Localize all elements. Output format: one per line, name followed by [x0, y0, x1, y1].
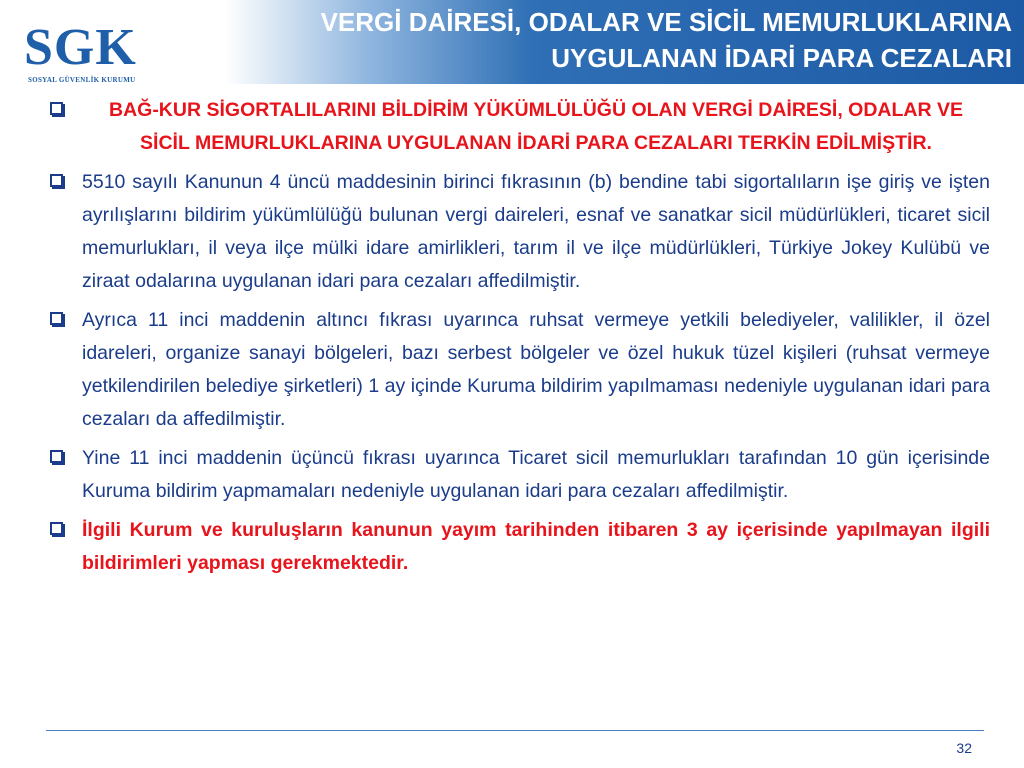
- checkbox-bullet-icon: [50, 522, 63, 535]
- list-item: [46, 166, 990, 298]
- list-item-text: Yine 11 inci maddenin üçüncü fıkrası uyarınca Ticaret sicil memurlukları tarafından 10 gün içerisinde Kuruma bildirim yapmamaları nedeniyle uygulanan idari para cezaları affedilmiştir.: [82, 447, 990, 502]
- sgk-logo: [8, 6, 178, 82]
- checkbox-bullet-icon: [50, 174, 63, 187]
- list-item: [46, 442, 990, 508]
- title-line-2: UYGULANAN İDARİ PARA CEZALARI: [551, 43, 1012, 73]
- title-line-1: VERGİ DAİRESİ, ODALAR VE SİCİL MEMURLUKLARINA: [320, 7, 1012, 37]
- page-number: 32: [956, 740, 972, 756]
- slide-header: [0, 0, 1024, 84]
- list-item-text: Ayrıca 11 inci maddenin altıncı fıkrası uyarınca ruhsat vermeye yetkili belediyeler, valilikler, il özel idareleri, organize sanayi bölgeleri, bazı serbest bölgeler ve özel hukuk tüzel kişileri (ruhsat vermeye yetkilendirilen belediye şirketleri) 1 ay içinde Kuruma bildirim yapılmaması nedeniyle uygulanan idari para cezaları da affedilmiştir.: [82, 309, 990, 430]
- slide-title: [252, 4, 1012, 76]
- checkbox-bullet-icon: [50, 312, 63, 325]
- list-item: [46, 304, 990, 436]
- slide-content: [46, 94, 990, 586]
- checkbox-bullet-icon: [50, 450, 63, 463]
- list-item: [46, 514, 990, 580]
- list-item-text: BAĞ-KUR SİGORTALILARINI BİLDİRİM YÜKÜMLÜLÜĞÜ OLAN VERGİ DAİRESİ, ODALAR VE SİCİL MEMURLUKLARINA UYGULANAN İDARİ PARA CEZALARI TERKİN EDİLMİŞTİR.: [108, 99, 964, 154]
- logo-subtext: SOSYAL GÜVENLİK KURUMU: [28, 76, 136, 84]
- logo-text: SGK: [24, 19, 137, 76]
- checkbox-bullet-icon: [50, 102, 63, 115]
- list-item-text: İlgili Kurum ve kuruluşların kanunun yayım tarihinden itibaren 3 ay içerisinde yapılmayan ilgili bildirimleri yapması gerekmektedir.: [82, 519, 990, 574]
- footer-divider: [46, 730, 984, 731]
- list-item-text: 5510 sayılı Kanunun 4 üncü maddesinin birinci fıkrasının (b) bendine tabi sigortalıların işe giriş ve işten ayrılışlarını bildirim yükümlülüğü bulunan vergi daireleri, esnaf ve sanatkar sicil müdürlükleri, ticaret sicil memurlukları, il veya ilçe mülki idare amirlikleri, tarım il ve ilçe müdürlükleri, Türkiye Jokey Kulübü ve ziraat odalarına uygulanan idari para cezaları affedilmiştir.: [82, 171, 990, 292]
- list-item: [46, 94, 990, 160]
